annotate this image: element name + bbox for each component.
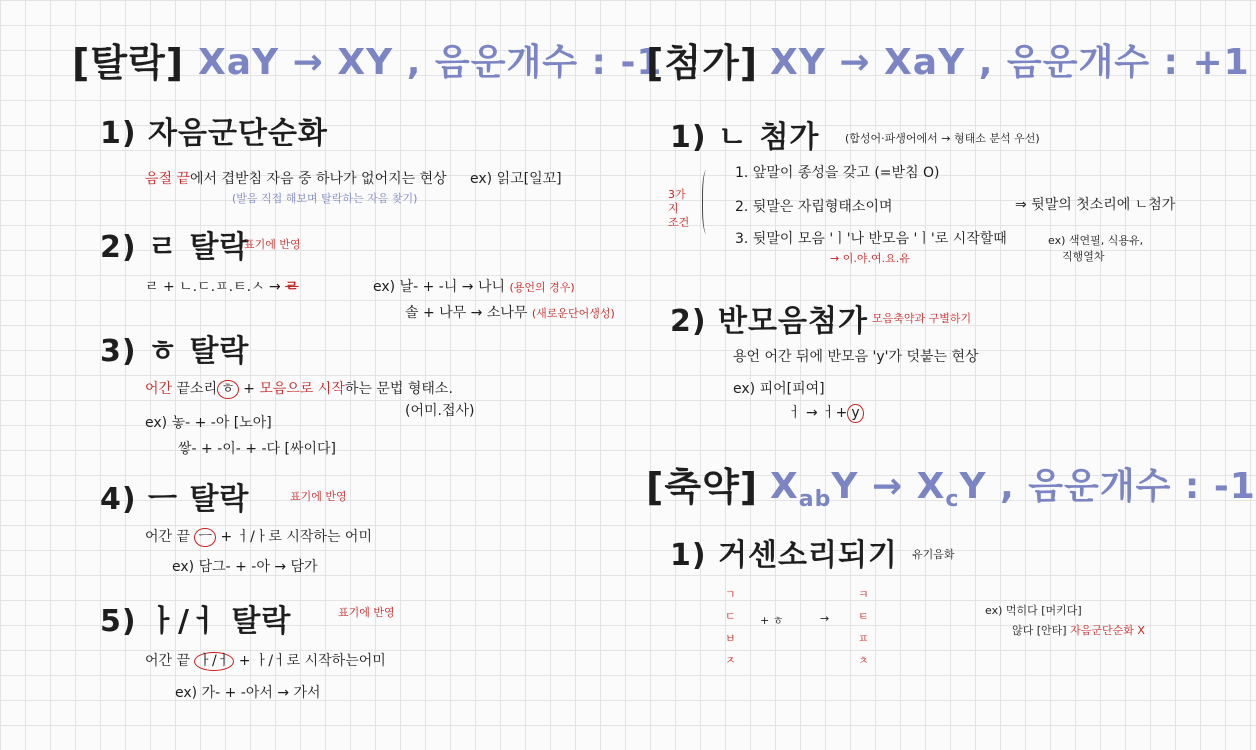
consonant-list-right xyxy=(858,584,869,672)
consonant: ㅋ xyxy=(858,588,869,601)
definition-line xyxy=(145,168,447,188)
example-text: 직행열차 xyxy=(1062,250,1105,263)
condition-label: 3가지 조건 xyxy=(668,188,690,229)
formula-text: ㅓ → ㅓ+ xyxy=(788,405,848,421)
example-text: ex) 먹히다 [머키다] xyxy=(985,604,1082,617)
consonant: ㅍ xyxy=(858,632,869,645)
consonant: ㅌ xyxy=(858,610,869,623)
rule-line xyxy=(145,650,386,671)
formula-contract xyxy=(770,458,1256,512)
heading-hieut-drop: 3) ㅎ 탈락 xyxy=(100,334,250,369)
rule-text: + ㅓ/ㅏ로 시작하는 어미 xyxy=(220,529,372,545)
example-text: 쌓- + -이- + -다 [싸이다] xyxy=(178,441,336,457)
plus-hieut: + ㅎ xyxy=(760,614,784,627)
consonant: ㅂ xyxy=(725,632,736,645)
example-text: ex) 담그- + -아 → 담가 xyxy=(172,559,318,575)
formula-drop: XaY → XY , 음운개수 : -1 xyxy=(198,42,663,83)
heading-consonant-cluster: 1) 자음군단순화 xyxy=(100,116,328,151)
example-note: (새로운단어생성) xyxy=(531,307,615,320)
formula-subscript: c xyxy=(945,487,960,513)
tag-spelling: 표기에 반영 xyxy=(338,606,395,619)
consonant: ㄷ xyxy=(725,610,736,623)
formula-subscript: ab xyxy=(798,487,832,513)
example-text: ex) 날- + -니 → 나니 xyxy=(373,279,506,295)
condition-result: ⇒ 뒷말의 첫소리에 ㄴ첨가 xyxy=(1015,197,1176,213)
red-keyword: 어간 xyxy=(145,381,173,397)
heading-aspiration: 1) 거센소리되기 xyxy=(670,538,898,573)
heading-a-eo-drop: 5) ㅏ/ㅓ 탈락 xyxy=(100,604,292,639)
example-text: ex) 피어[피여] xyxy=(733,381,825,397)
tag-spelling: 표기에 반영 xyxy=(290,490,347,503)
example-text: 않다 [안타] xyxy=(1012,624,1067,637)
example-line xyxy=(373,276,575,296)
example-text: 솔 + 나무 → 소나무 xyxy=(405,305,528,321)
rule-line xyxy=(145,378,453,399)
heading-semivowel-add: 2) 반모음첨가 xyxy=(670,304,868,339)
example-text: ex) 놓- + -아 [노아] xyxy=(145,415,272,431)
rule-text: + ㅏ/ㅓ로 시작하는어미 xyxy=(238,653,386,669)
formula-add: XY → XaY , 음운개수 : +1 xyxy=(770,42,1250,83)
definition-text: 에서 겹받침 자음 중 하나가 없어지는 현상 xyxy=(190,171,447,187)
example-text: ex) 색연필, 식용유, xyxy=(1048,234,1144,247)
circled-char: y xyxy=(847,404,863,423)
rule-text: ㄹ + ㄴ.ㄷ.ㅍ.ㅌ.ㅅ → xyxy=(145,279,281,295)
definition-text: 용언 어간 뒤에 반모음 'y'가 덧붙는 현상 xyxy=(733,349,979,365)
circled-char: ㅡ xyxy=(194,528,216,547)
consonant: ㅊ xyxy=(858,654,869,667)
heading-note: (합성어·파생어에서 → 형태소 분석 우선) xyxy=(845,132,1040,145)
rule-line xyxy=(145,526,372,547)
example-text: ex) 가- + -아서 → 가서 xyxy=(175,685,321,701)
consonant: ㅈ xyxy=(725,654,736,667)
heading-rieul-drop: 2) ㄹ 탈락 xyxy=(100,230,250,265)
circled-char: ㅎ xyxy=(217,380,239,399)
example-note: 자음군단순화 X xyxy=(1070,624,1145,637)
plus-sign: + xyxy=(243,381,255,397)
condition-item: 2. 뒷말은 자립형태소이며 xyxy=(735,199,893,215)
condition-item: 1. 앞말이 종성을 갖고 (=받침 O) xyxy=(735,165,940,181)
consonant-list-left xyxy=(725,584,736,672)
heading-nieun-add: 1) ㄴ 첨가 xyxy=(670,120,820,155)
condition-bracket xyxy=(702,170,713,234)
red-keyword: 음절 끝 xyxy=(145,171,191,187)
parenthetical-note: (어미.접사) xyxy=(405,403,475,419)
section-title-add: [첨가] xyxy=(646,41,759,85)
red-keyword: 모음으로 시작 xyxy=(259,381,345,397)
formula-part: Y → X xyxy=(831,466,946,507)
tag-spelling: 표기에 반영 xyxy=(244,238,301,251)
formula-part: X xyxy=(770,466,799,507)
tag-distinguish: 모음축약과 구별하기 xyxy=(872,312,972,325)
heading-tag: 유기음화 xyxy=(912,548,955,561)
rule-text: 끝소리 xyxy=(176,381,218,397)
rule-line xyxy=(145,276,299,296)
example-note: (용언의 경우) xyxy=(509,281,575,294)
hint-note: (발음 직접 해보며 탈락하는 자음 찾기) xyxy=(232,192,418,205)
section-title-drop: [탈락] xyxy=(72,41,185,85)
rule-text: 어간 끝 xyxy=(145,529,191,545)
crossed-rieul: ㄹ xyxy=(285,279,299,295)
arrow: → xyxy=(820,612,830,625)
rule-text: 하는 문법 형태소. xyxy=(344,381,453,397)
consonant: ㄱ xyxy=(725,588,736,601)
example-line xyxy=(405,302,615,322)
section-title-contract: [축약] xyxy=(646,465,759,509)
heading-eu-drop: 4) ㅡ 탈락 xyxy=(100,482,250,517)
condition-item: 3. 뒷말이 모음 'ㅣ'나 반모음 'ㅣ'로 시작할때 xyxy=(735,231,1007,247)
example-line xyxy=(1012,622,1145,638)
circled-char: ㅏ/ㅓ xyxy=(194,652,234,671)
formula-part: Y , 음운개수 : -1 xyxy=(959,466,1256,507)
example-text: ex) 읽고[일꼬] xyxy=(470,171,562,187)
example-formula xyxy=(788,402,864,423)
rule-text: 어간 끝 xyxy=(145,653,191,669)
condition-sub-note: → 이.야.여.요.유 xyxy=(830,252,910,265)
